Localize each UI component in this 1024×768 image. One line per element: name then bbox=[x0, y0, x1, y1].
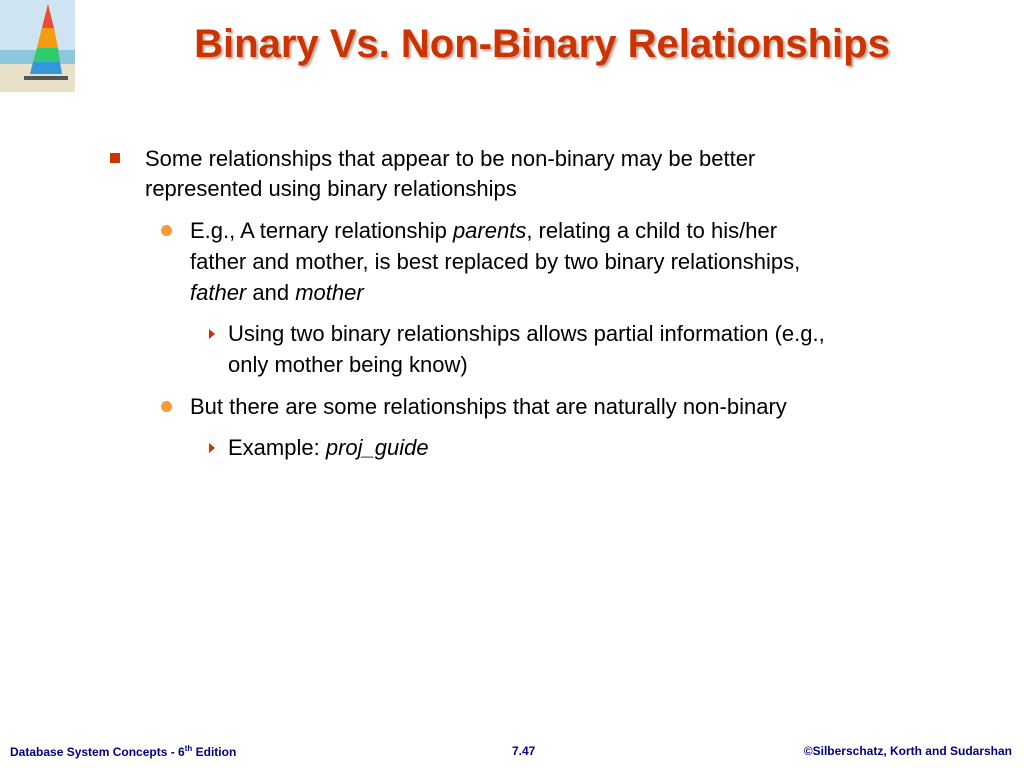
footer-page-number: 7.47 bbox=[512, 744, 536, 758]
arrow-bullet-icon bbox=[209, 329, 215, 339]
italic-term: mother bbox=[295, 280, 364, 305]
italic-term: proj_guide bbox=[325, 435, 429, 460]
dot-bullet-icon bbox=[161, 225, 172, 236]
sailboat-logo-icon bbox=[0, 0, 75, 92]
bullet-text: father and mother, is best replaced by two binary relationships, bbox=[190, 249, 801, 274]
dot-bullet-icon bbox=[161, 401, 172, 412]
footer-copyright: ©Silberschatz, Korth and Sudarshan bbox=[803, 744, 1012, 758]
bullet-text: Some relationships that appear to be non-binary may be better bbox=[145, 146, 756, 171]
footer-text: Database System Concepts - 6 bbox=[10, 745, 185, 759]
slide-title: Binary Vs. Non-Binary Relationships bbox=[194, 22, 890, 66]
bullet-text: Using two binary relationships allows partial information (e.g., bbox=[228, 321, 825, 346]
bullet-text: But there are some relationships that are naturally non-binary bbox=[190, 394, 787, 419]
bullet-text: only mother being know) bbox=[228, 352, 468, 377]
text-segment: and bbox=[246, 280, 296, 305]
bullet-text: represented using binary relationships bbox=[145, 176, 517, 201]
footer-sup: th bbox=[184, 744, 193, 753]
square-bullet-icon bbox=[110, 153, 120, 163]
italic-term: father bbox=[190, 280, 247, 305]
footer-text: Edition bbox=[192, 745, 237, 759]
arrow-bullet-icon bbox=[209, 443, 215, 453]
text-segment: Example: bbox=[228, 435, 326, 460]
footer-book-title bbox=[10, 744, 236, 759]
bullet-text bbox=[190, 216, 777, 246]
text-segment: E.g., A ternary relationship bbox=[190, 218, 453, 243]
italic-term: parents bbox=[452, 218, 527, 243]
bullet-text bbox=[228, 433, 429, 463]
text-segment: , relating a child to his/her bbox=[526, 218, 778, 243]
bullet-text bbox=[190, 278, 364, 308]
